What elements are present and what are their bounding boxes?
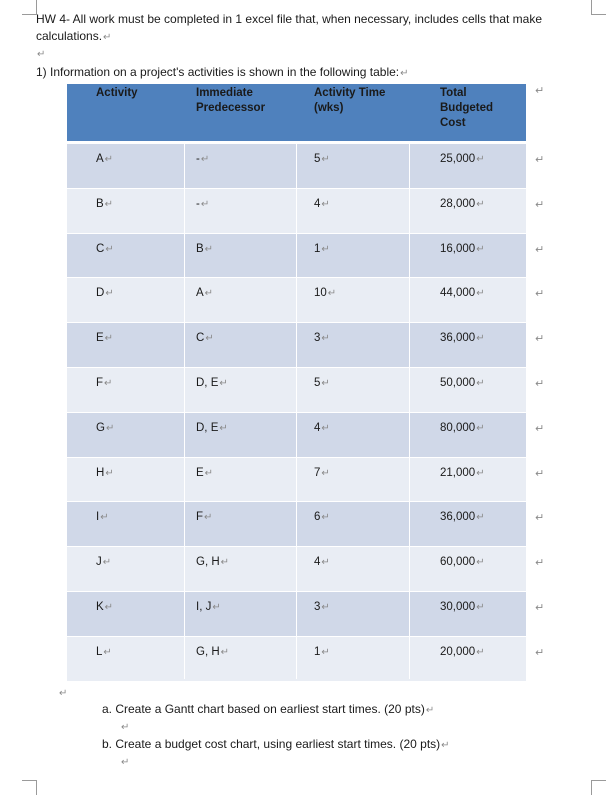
cell-activity-time: 1↵: [314, 243, 330, 255]
page-corner-bottom-right: [591, 780, 606, 795]
cell-end-mark-icon: ↵: [105, 244, 114, 255]
cell-end-mark-icon: ↵: [476, 333, 485, 344]
cell-predecessor: E↵: [196, 467, 214, 479]
row-end-mark: ↵: [535, 423, 545, 435]
header-predecessor: Immediate Predecessor: [196, 87, 266, 114]
row-end-mark: ↵: [535, 602, 545, 614]
cell-activity-time: 3↵: [314, 332, 330, 344]
cell-predecessor: I, J↵: [196, 601, 221, 613]
cell-end-mark-icon: ↵: [212, 602, 221, 613]
cell-end-mark-icon: ↵: [321, 154, 330, 165]
cell-end-mark-icon: ↵: [105, 288, 114, 299]
cell-end-mark-icon: ↵: [476, 199, 485, 210]
cell-end-mark-icon: ↵: [321, 557, 330, 568]
cell-predecessor: G, H↵: [196, 646, 230, 658]
cell-predecessor: -↵: [196, 153, 210, 165]
cell-predecessor: C↵: [196, 332, 214, 344]
cell-activity: H↵: [96, 467, 114, 479]
cell-end-mark-icon: ↵: [205, 333, 214, 344]
cell-activity: F↵: [96, 377, 113, 389]
cell-activity: L↵: [96, 646, 112, 658]
cell-total-cost: 36,000↵: [440, 511, 485, 523]
cell-predecessor: G, H↵: [196, 556, 230, 568]
cell-end-mark-icon: ↵: [220, 647, 230, 658]
row-end-mark: ↵: [535, 378, 545, 390]
cell-activity: B↵: [96, 198, 114, 210]
cell-activity-time: 5↵: [314, 377, 330, 389]
paragraph-mark-icon: ↵: [441, 740, 450, 751]
cell-end-mark-icon: ↵: [321, 423, 330, 434]
cell-end-mark-icon: ↵: [102, 557, 112, 568]
row-end-mark: ↵: [535, 557, 545, 569]
cell-end-mark-icon: ↵: [476, 154, 485, 165]
cell-end-mark-icon: ↵: [105, 423, 115, 434]
cell-end-mark-icon: ↵: [476, 423, 485, 434]
question-1: 1) Information on a project's activities is shown in the following table:↵: [36, 65, 409, 79]
paragraph-mark-icon: ↵: [37, 49, 46, 60]
empty-paragraph: [58, 684, 67, 702]
cell-activity-time: 4↵: [314, 198, 330, 210]
cell-activity: I↵: [96, 511, 109, 523]
cell-end-mark-icon: ↵: [476, 288, 485, 299]
cell-total-cost: 25,000↵: [440, 153, 485, 165]
cell-activity: K↵: [96, 601, 114, 613]
cell-activity-time: 3↵: [314, 601, 330, 613]
cell-end-mark-icon: ↵: [104, 333, 114, 344]
cell-end-mark-icon: ↵: [204, 288, 214, 299]
cell-activity-time: 1↵: [314, 646, 330, 658]
cell-predecessor: -↵: [196, 198, 210, 210]
cell-predecessor: D, E↵: [196, 422, 228, 434]
column-divider: [409, 141, 410, 679]
cell-end-mark-icon: ↵: [476, 468, 485, 479]
cell-activity: J↵: [96, 556, 112, 568]
cell-end-mark-icon: ↵: [321, 647, 330, 658]
cell-end-mark-icon: ↵: [476, 602, 485, 613]
page-corner-bottom-left: [22, 780, 37, 795]
cell-end-mark-icon: ↵: [200, 154, 210, 165]
row-end-mark: ↵: [535, 154, 545, 166]
cell-end-mark-icon: ↵: [100, 512, 109, 523]
cell-activity-time: 4↵: [314, 556, 330, 568]
row-end-mark: ↵: [535, 199, 545, 211]
cell-predecessor: D, E↵: [196, 377, 228, 389]
cell-predecessor: B↵: [196, 243, 214, 255]
cell-end-mark-icon: ↵: [476, 512, 485, 523]
paragraph-mark-icon: ↵: [59, 688, 68, 699]
cell-end-mark-icon: ↵: [321, 244, 330, 255]
doc-title-line1: HW 4- All work must be completed in 1 excel file that, when necessary, includes cells that make: [36, 12, 542, 26]
paragraph-mark-icon: ↵: [425, 705, 435, 716]
cell-activity-time: 6↵: [314, 511, 330, 523]
cell-end-mark-icon: ↵: [104, 602, 114, 613]
cell-total-cost: 20,000↵: [440, 646, 485, 658]
cell-total-cost: 50,000↵: [440, 377, 485, 389]
row-end-mark: ↵: [535, 244, 545, 256]
cell-end-mark-icon: ↵: [204, 512, 213, 523]
row-end-mark: ↵: [535, 333, 545, 345]
cell-end-mark-icon: ↵: [476, 244, 485, 255]
paragraph-mark-icon: ↵: [400, 68, 409, 79]
paragraph-mark-icon: ↵: [121, 722, 130, 733]
cell-end-mark-icon: ↵: [476, 557, 485, 568]
cell-activity-time: 4↵: [314, 422, 330, 434]
cell-activity: E↵: [96, 332, 114, 344]
cell-activity: C↵: [96, 243, 114, 255]
cell-end-mark-icon: ↵: [204, 468, 214, 479]
header-activity: Activity: [96, 87, 138, 99]
cell-end-mark-icon: ↵: [321, 378, 330, 389]
cell-end-mark-icon: ↵: [321, 199, 330, 210]
empty-paragraph: [120, 718, 129, 736]
cell-activity: A↵: [96, 153, 114, 165]
cell-end-mark-icon: ↵: [219, 378, 228, 389]
paragraph-mark-icon: ↵: [121, 757, 130, 768]
cell-total-cost: 44,000↵: [440, 287, 485, 299]
cell-end-mark-icon: ↵: [327, 288, 337, 299]
cell-activity-time: 5↵: [314, 153, 330, 165]
cell-total-cost: 30,000↵: [440, 601, 485, 613]
cell-predecessor: A↵: [196, 287, 214, 299]
task-a: a. Create a Gantt chart based on earliest start times. (20 pts)↵: [102, 702, 435, 716]
cell-total-cost: 60,000↵: [440, 556, 485, 568]
cell-total-cost: 36,000↵: [440, 332, 485, 344]
header-total-cost: Total Budgeted Cost: [440, 87, 494, 129]
task-b: b. Create a budget cost chart, using earliest start times. (20 pts)↵: [102, 737, 450, 751]
cell-end-mark-icon: ↵: [104, 378, 113, 389]
cell-end-mark-icon: ↵: [321, 512, 330, 523]
cell-activity: D↵: [96, 287, 114, 299]
cell-end-mark-icon: ↵: [476, 647, 485, 658]
row-end-mark: ↵: [535, 647, 545, 659]
cell-end-mark-icon: ↵: [476, 378, 485, 389]
cell-end-mark-icon: ↵: [219, 423, 228, 434]
cell-activity: G↵: [96, 422, 115, 434]
cell-total-cost: 80,000↵: [440, 422, 485, 434]
cell-end-mark-icon: ↵: [200, 199, 210, 210]
page-corner-top-left: [22, 0, 37, 15]
column-divider: [184, 141, 185, 679]
cell-activity-time: 10↵: [314, 287, 337, 299]
cell-end-mark-icon: ↵: [321, 602, 330, 613]
cell-end-mark-icon: ↵: [220, 557, 230, 568]
cell-end-mark-icon: ↵: [104, 154, 114, 165]
cell-end-mark-icon: ↵: [204, 244, 214, 255]
cell-end-mark-icon: ↵: [103, 647, 112, 658]
cell-end-mark-icon: ↵: [321, 333, 330, 344]
row-end-mark: ↵: [535, 85, 545, 97]
column-divider: [296, 141, 297, 679]
cell-total-cost: 16,000↵: [440, 243, 485, 255]
cell-total-cost: 21,000↵: [440, 467, 485, 479]
cell-end-mark-icon: ↵: [105, 468, 114, 479]
cell-end-mark-icon: ↵: [321, 468, 330, 479]
paragraph-mark-icon: ↵: [103, 32, 112, 43]
cell-end-mark-icon: ↵: [104, 199, 114, 210]
page-corner-top-right: [591, 0, 606, 15]
doc-title-line2: calculations.↵: [36, 29, 112, 43]
empty-paragraph: [120, 753, 129, 771]
row-end-mark: ↵: [535, 512, 545, 524]
header-activity-time: Activity Time (wks): [314, 87, 386, 114]
cell-total-cost: 28,000↵: [440, 198, 485, 210]
row-end-mark: ↵: [535, 468, 545, 480]
cell-predecessor: F↵: [196, 511, 213, 523]
row-end-mark: ↵: [535, 288, 545, 300]
empty-paragraph: [36, 45, 45, 63]
cell-activity-time: 7↵: [314, 467, 330, 479]
